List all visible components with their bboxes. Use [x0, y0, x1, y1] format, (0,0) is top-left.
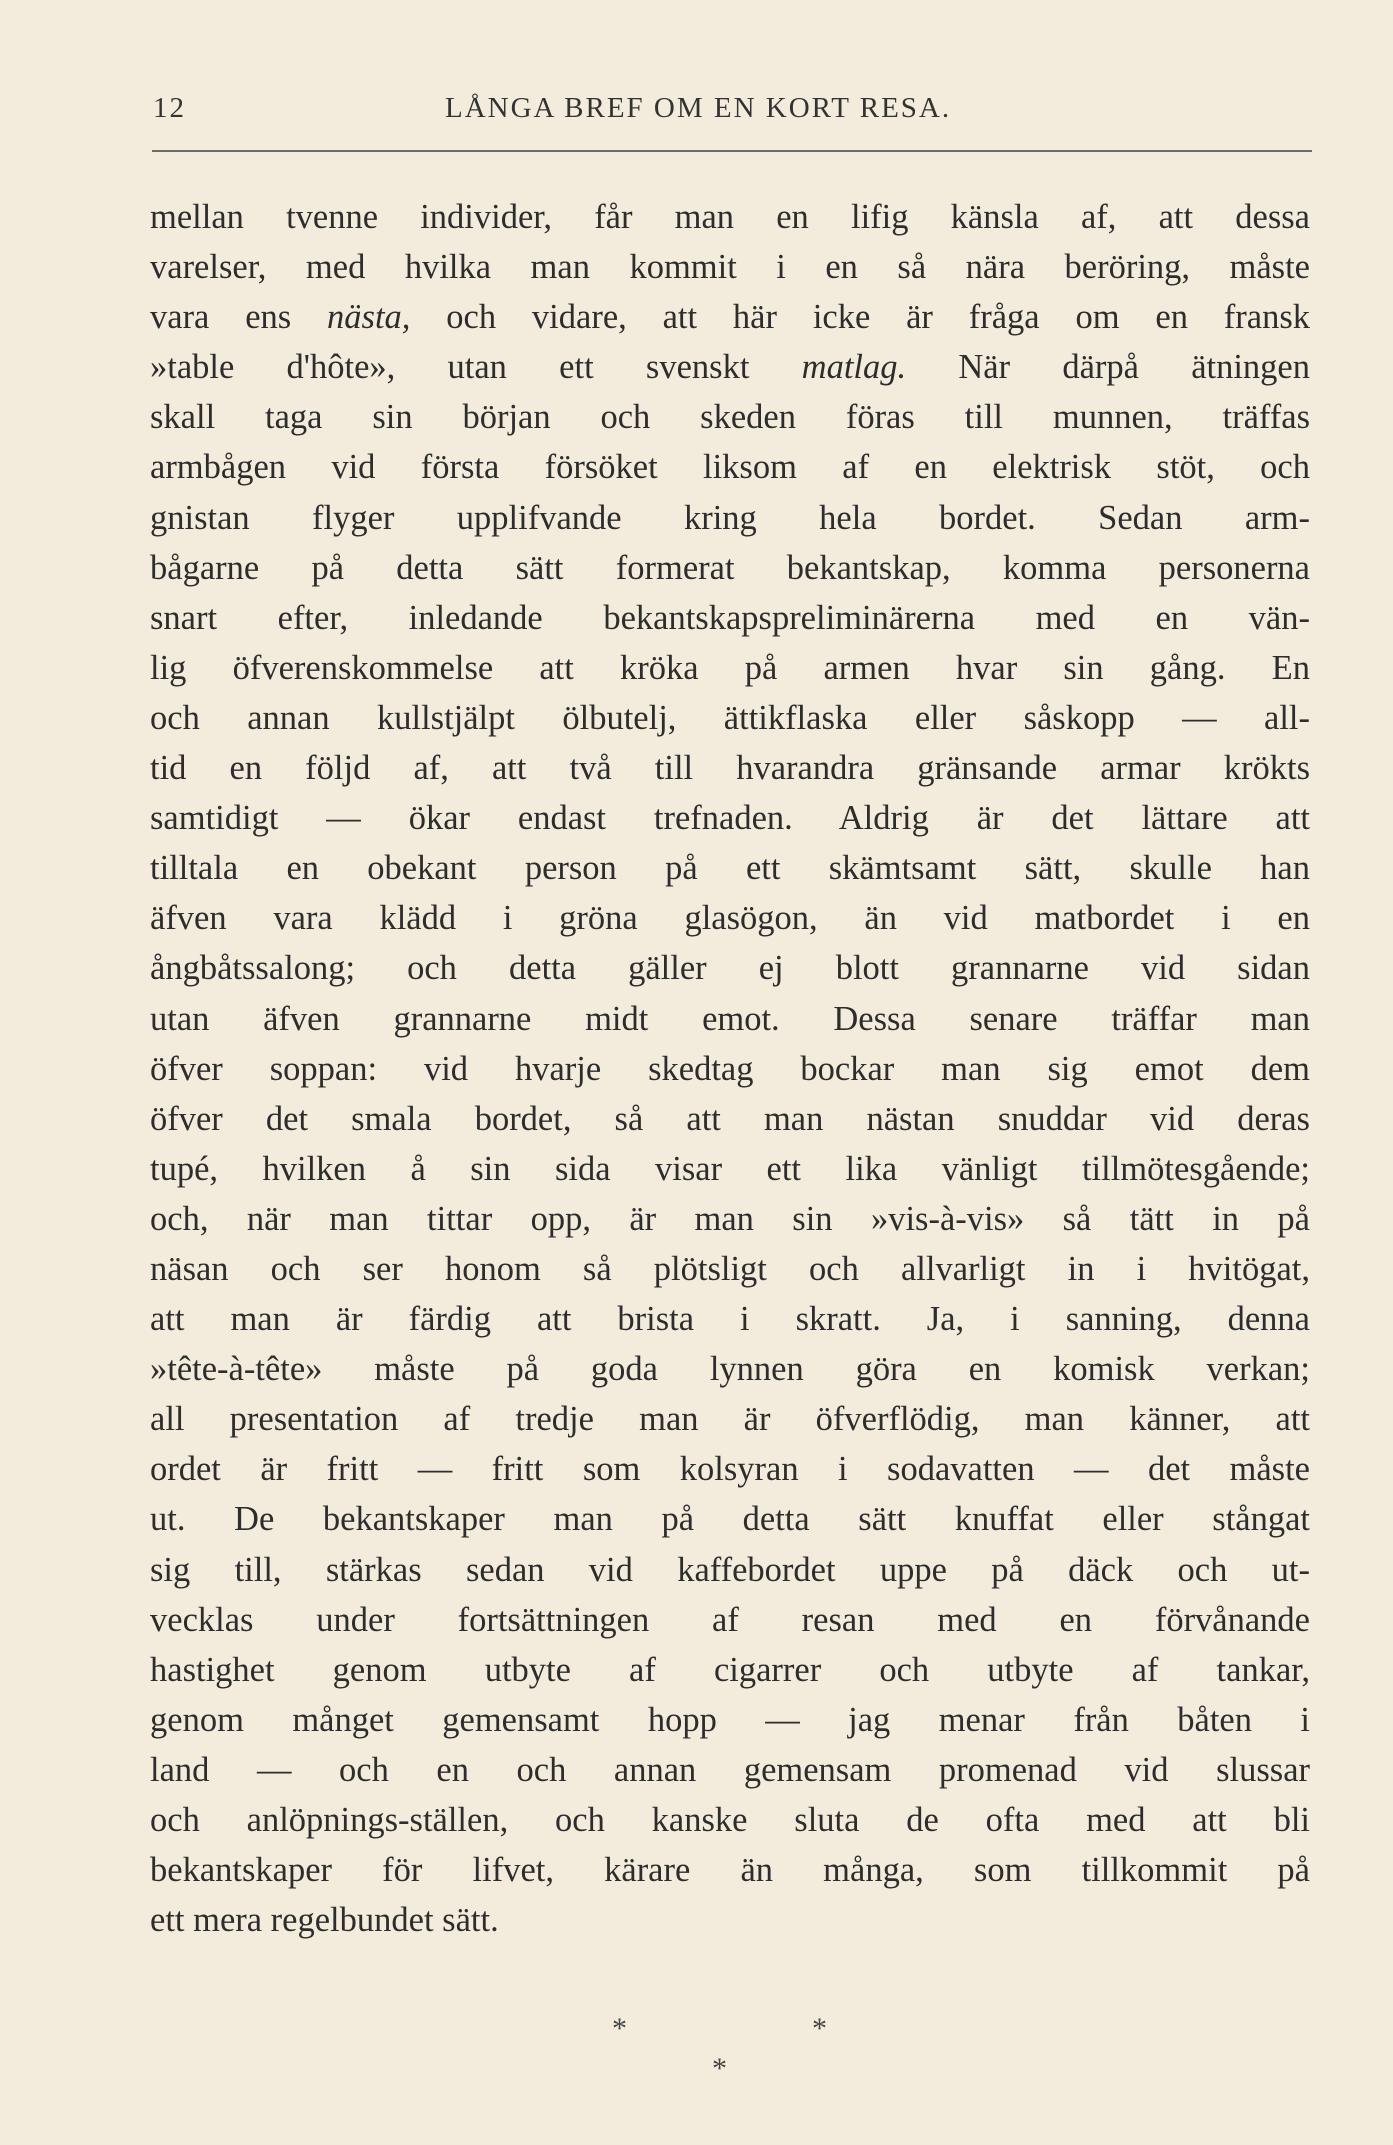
text-line: ett mera regelbundet sätt.	[150, 1901, 499, 1940]
text-line: utan äfven grannarne midt emot. Dessa senare träffar man	[150, 999, 1310, 1038]
text-line: tupé, hvilken å sin sida visar ett lika vänligt tillmötesgående;	[150, 1149, 1310, 1188]
text-line: bekantskaper för lifvet, kärare än många, som tillkommit på	[150, 1851, 1310, 1890]
text-line: ut. De bekantskaper man på detta sätt knuffat eller stångat	[150, 1500, 1310, 1539]
italic-word: nästa,	[327, 298, 411, 337]
text-line: och anlöpnings-ställen, och kanske sluta de ofta med att bli	[150, 1801, 1310, 1839]
text-line: »tête-à-tête» måste på goda lynnen göra en komisk verkan;	[150, 1350, 1310, 1389]
text-line: ångbåtssalong; och detta gäller ej blott grannarne vid sidan	[150, 949, 1310, 988]
text-line: och, när man tittar opp, är man sin »vis-à-vis» så tätt in på	[150, 1199, 1310, 1238]
text-line: skall taga sin början och skeden föras till munnen, träffas	[150, 398, 1310, 437]
text-segment: och vidare, att här icke är fråga om en fransk	[410, 298, 1311, 337]
text-line: sig till, stärkas sedan vid kaffebordet uppe på däck och ut-	[150, 1550, 1310, 1589]
page-header	[150, 92, 1310, 132]
text-line	[150, 342, 1310, 392]
text-line	[150, 292, 1310, 342]
text-line: att man är färdig att brista i skratt. Ja, i sanning, denna	[150, 1300, 1310, 1339]
separator-star: *	[712, 2052, 727, 2085]
text-line: öfver det smala bordet, så att man nästan snuddar vid deras	[150, 1099, 1310, 1138]
text-line: varelser, med hvilka man kommit i en så nära beröring, måste	[150, 248, 1310, 287]
page-number: 12	[153, 92, 186, 124]
text-line: och annan kullstjälpt ölbutelj, ättikflaska eller såskopp — all-	[150, 698, 1310, 737]
text-line: snart efter, inledande bekantskapspreliminärerna med en vän-	[150, 598, 1310, 637]
body-text	[150, 192, 1310, 1945]
text-line: öfver soppan: vid hvarje skedtag bockar man sig emot dem	[150, 1049, 1310, 1088]
text-line: ordet är fritt — fritt som kolsyran i sodavatten — det måste	[150, 1450, 1310, 1489]
text-line: hastighet genom utbyte af cigarrer och utbyte af tankar,	[150, 1650, 1310, 1689]
separator-star: *	[812, 2012, 827, 2045]
text-line: näsan och ser honom så plötsligt och allvarligt in i hvitögat,	[150, 1249, 1310, 1288]
text-line: tilltala en obekant person på ett skämtsamt sätt, skulle han	[150, 849, 1310, 888]
text-line: äfven vara klädd i gröna glasögon, än vid matbordet i en	[150, 899, 1310, 938]
italic-word: matlag.	[801, 348, 907, 387]
text-segment: vara ens	[150, 298, 328, 337]
text-line: land — och en och annan gemensam promenad vid slussar	[150, 1750, 1310, 1789]
text-line: lig öfverenskommelse att kröka på armen hvar sin gång. En	[150, 648, 1310, 687]
text-line: vecklas under fortsättningen af resan med en förvånande	[150, 1600, 1310, 1639]
text-line: all presentation af tredje man är öfverflödig, man känner, att	[150, 1400, 1310, 1439]
text-line: samtidigt — ökar endast trefnaden. Aldrig är det lättare att	[150, 799, 1310, 838]
text-segment: »table d'hôte», utan ett svenskt	[150, 348, 802, 387]
text-line: tid en följd af, att två till hvarandra gränsande armar krökts	[150, 749, 1310, 788]
text-line: gnistan flyger upplifvande kring hela bordet. Sedan arm-	[150, 498, 1310, 537]
running-title: LÅNGA BREF OM EN KORT RESA.	[445, 92, 952, 124]
text-line: genom månget gemensamt hopp — jag menar från båten i	[150, 1700, 1310, 1739]
text-line: armbågen vid första försöket liksom af en elektrisk stöt, och	[150, 448, 1310, 487]
text-segment: När därpå ätningen	[906, 348, 1310, 387]
text-line: bågarne på detta sätt formerat bekantskap, komma personerna	[150, 548, 1310, 587]
header-rule	[152, 150, 1312, 152]
text-line: mellan tvenne individer, får man en lifig känsla af, att dessa	[150, 198, 1310, 236]
separator-star: *	[612, 2012, 627, 2045]
